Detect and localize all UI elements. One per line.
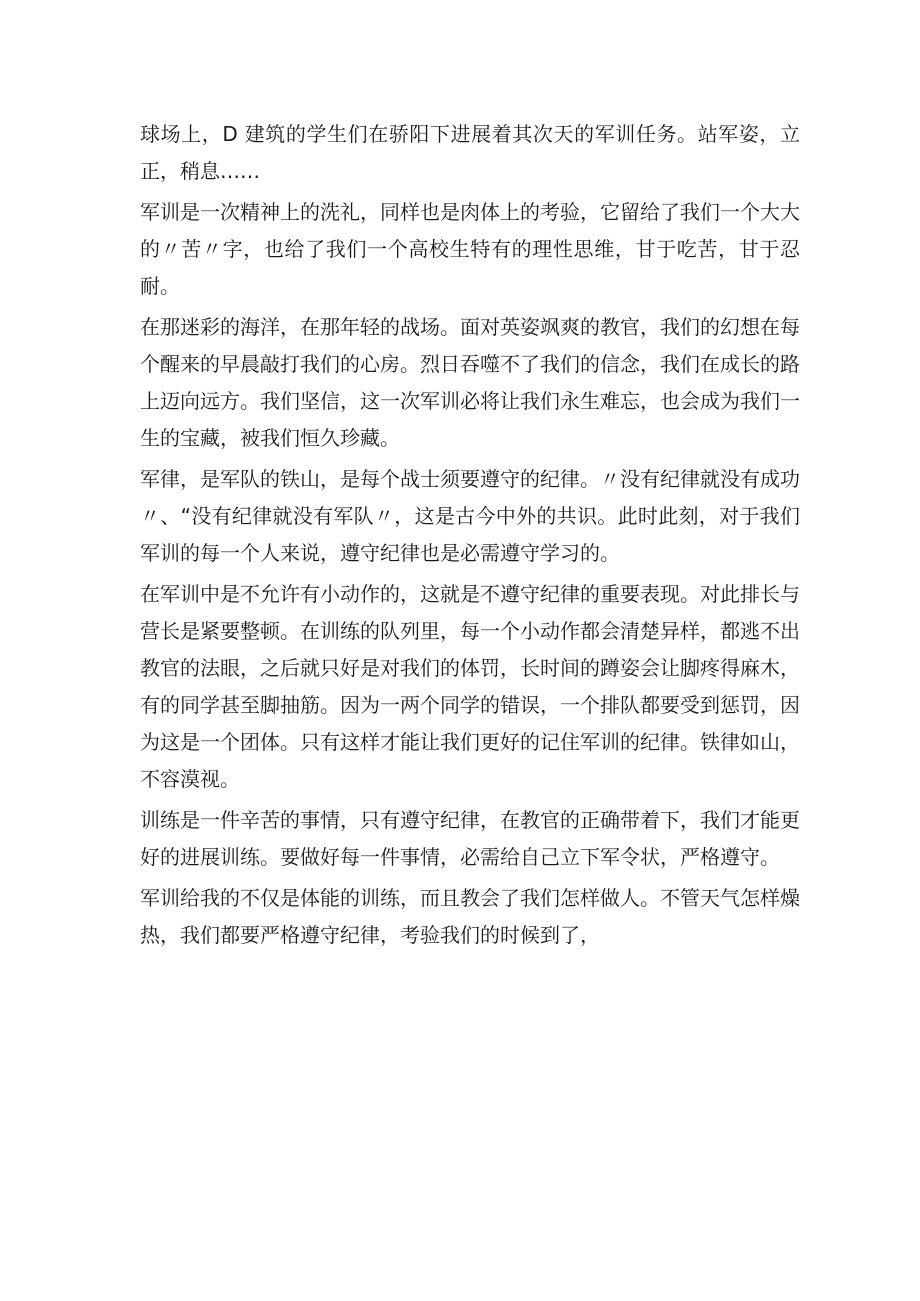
paragraph-4: 军律，是军队的铁山，是每个战士须要遵守的纪律。〃没有纪律就没有成功〃、“没有纪律就没有军队〃，这是古今中外的共识。此时此刻，对于我们军训的每一个人来说，遵守纪律也是必需遵守学习的。 bbox=[140, 467, 800, 565]
paragraph-2: 军训是一次精神上的洗礼，同样也是肉体上的考验，它留给了我们一个大大的〃苦〃字，也给了我们一个高校生特有的理性思维，甘于吃苦，甘于忍耐。 bbox=[140, 200, 800, 298]
paragraph-3: 在那迷彩的海洋，在那年轻的战场。面对英姿飒爽的教官，我们的幻想在每个醒来的早晨敲打我们的心房。烈日吞噬不了我们的信念，我们在成长的路上迈向远方。我们坚信，这一次军训必将让我们永生难忘，也会成为我们一生的宝藏，被我们恒久珍藏。 bbox=[140, 315, 800, 450]
paragraph-7: 军训给我的不仅是体能的训练，而且教会了我们怎样做人。不管天气怎样燥热，我们都要严格遵守纪律，考验我们的时候到了， bbox=[140, 886, 800, 947]
paragraph-6: 训练是一件辛苦的事情，只有遵守纪律，在教官的正确带着下，我们才能更好的进展训练。要做好每一件事情，必需给自己立下军令状，严格遵守。 bbox=[140, 808, 800, 869]
document-body bbox=[140, 116, 800, 958]
paragraph-1: 球场上，D 建筑的学生们在骄阳下进展着其次天的军训任务。站军姿，立正，稍息…… bbox=[140, 122, 800, 183]
paragraph-5: 在军训中是不允许有小动作的，这就是不遵守纪律的重要表现。对此排长与营长是紧要整顿。在训练的队列里，每一个小动作都会清楚异样，都逃不出教官的法眼，之后就只好是对我们的体罚，长时间的蹲姿会让脚疼得麻木，有的同学甚至脚抽筋。因为一两个同学的错误，一个排队都要受到惩罚，因为这是一个团体。只有这样才能让我们更好的记住军训的纪律。铁律如山，不容漠视。 bbox=[140, 582, 800, 791]
